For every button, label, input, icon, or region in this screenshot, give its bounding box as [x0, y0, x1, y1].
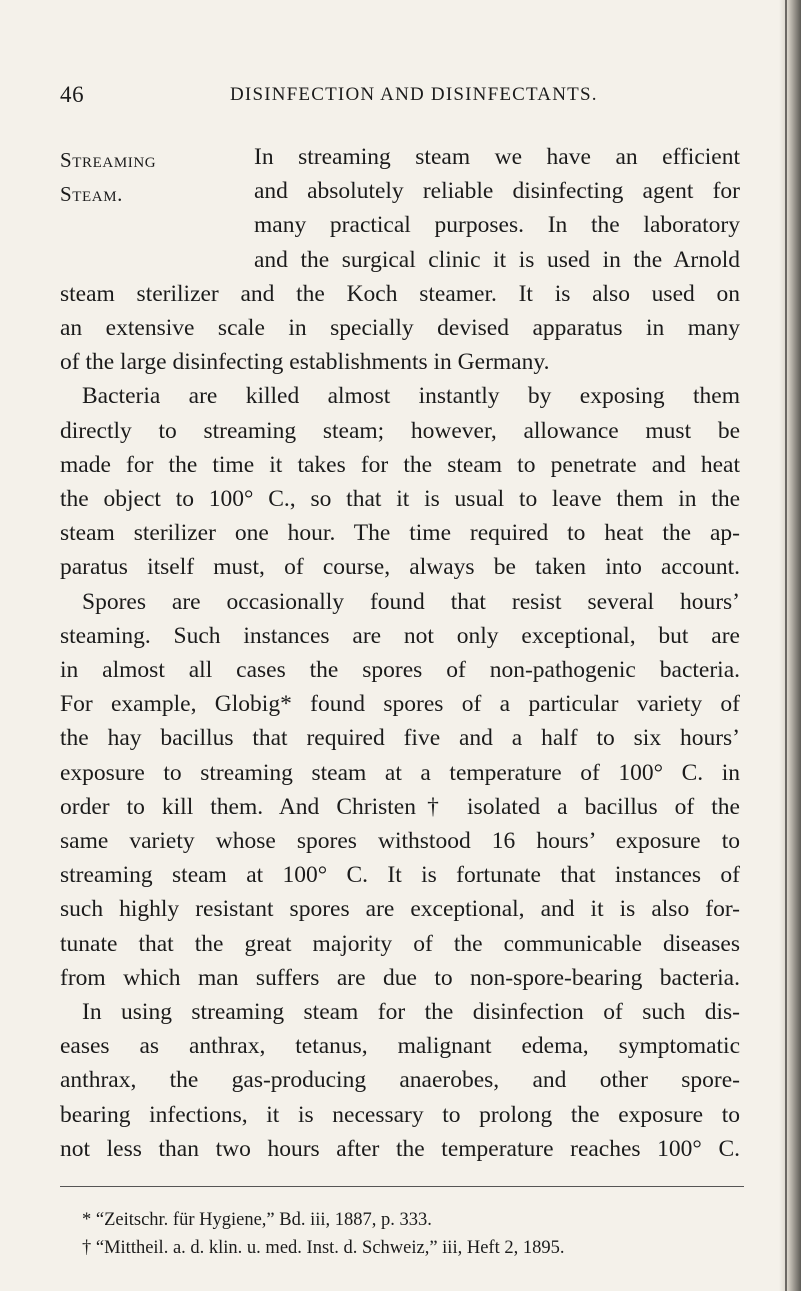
page-edge-line — [785, 0, 787, 1291]
body-line: In using streaming steam for the disinfection of such dis- — [82, 999, 740, 1025]
body-line: many practical purposes. In the laboratory — [254, 212, 740, 239]
sidenote-line-1: Streaming — [60, 148, 157, 172]
footnote-rule — [60, 1186, 744, 1187]
body-line: an extensive scale in specially devised apparatus in many — [60, 315, 740, 341]
body-line: and absolutely reliable disinfecting agent for — [254, 178, 740, 205]
body-line: such highly resistant spores are exceptional, and it is also for- — [60, 896, 740, 923]
body-line: order to kill them. And Christen† isolated a bacillus of the — [60, 793, 740, 820]
sidenote-line-2: Steam. — [60, 182, 124, 206]
page-number: 46 — [60, 82, 85, 107]
footnote-2: † “Mittheil. a. d. klin. u. med. Inst. d. Schweiz,” iii, Heft 2, 1895. — [82, 1238, 565, 1258]
body-line: the object to 100° C., so that it is usual to leave them in the — [60, 486, 740, 512]
body-line: Spores are occasionally found that resist several hours’ — [82, 588, 740, 615]
body-line: streaming steam at 100° C. It is fortunate that instances of — [60, 862, 740, 889]
body-line: anthrax, the gas-producing anaerobes, and other spore- — [60, 1067, 740, 1094]
body-line: tunate that the great majority of the communicable diseases — [60, 930, 740, 957]
body-line: steam sterilizer and the Koch steamer. It is also used on — [60, 280, 740, 307]
body-line: from which man suffers are due to non-spore-bearing bacteria. — [60, 964, 740, 991]
body-line: not less than two hours after the temperature reaches 100° C. — [60, 1135, 740, 1162]
running-title: DISINFECTION AND DISINFECTANTS. — [230, 84, 598, 105]
body-line: and the surgical clinic it is used in the Arnold — [254, 246, 740, 273]
footnote-1: * “Zeitschr. für Hygiene,” Bd. iii, 1887, p. 333. — [82, 1210, 432, 1230]
body-line: steaming. Such instances are not only exceptional, but are — [60, 622, 740, 649]
page-edge-shadow — [779, 0, 801, 1291]
body-line: exposure to streaming steam at a temperature of 100° C. in — [60, 759, 740, 786]
running-head — [60, 82, 740, 112]
body-line: steam sterilizer one hour. The time required to heat the ap- — [60, 520, 740, 547]
body-line: in almost all cases the spores of non-pathogenic bacteria. — [60, 657, 740, 683]
body-line: Bacteria are killed almost instantly by exposing them — [82, 383, 740, 410]
body-line: same variety whose spores withstood 16 hours’ exposure to — [60, 828, 740, 854]
body-line: eases as anthrax, tetanus, malignant edema, symptomatic — [60, 1033, 740, 1060]
body-line: bearing infections, it is necessary to prolong the exposure to — [60, 1101, 740, 1128]
body-line: paratus itself must, of course, always be taken into account. — [60, 554, 740, 581]
body-line: of the large disinfecting establishments in Germany. — [60, 349, 550, 376]
body-line: In streaming steam we have an efficient — [254, 144, 740, 170]
body-line: the hay bacillus that required five and a half to six hours’ — [60, 725, 740, 752]
body-line: directly to streaming steam; however, allowance must be — [60, 417, 740, 444]
body-line: made for the time it takes for the steam to penetrate and heat — [60, 451, 740, 478]
footnotes — [82, 1206, 742, 1262]
body-line: For example, Globig* found spores of a particular variety of — [60, 691, 740, 718]
